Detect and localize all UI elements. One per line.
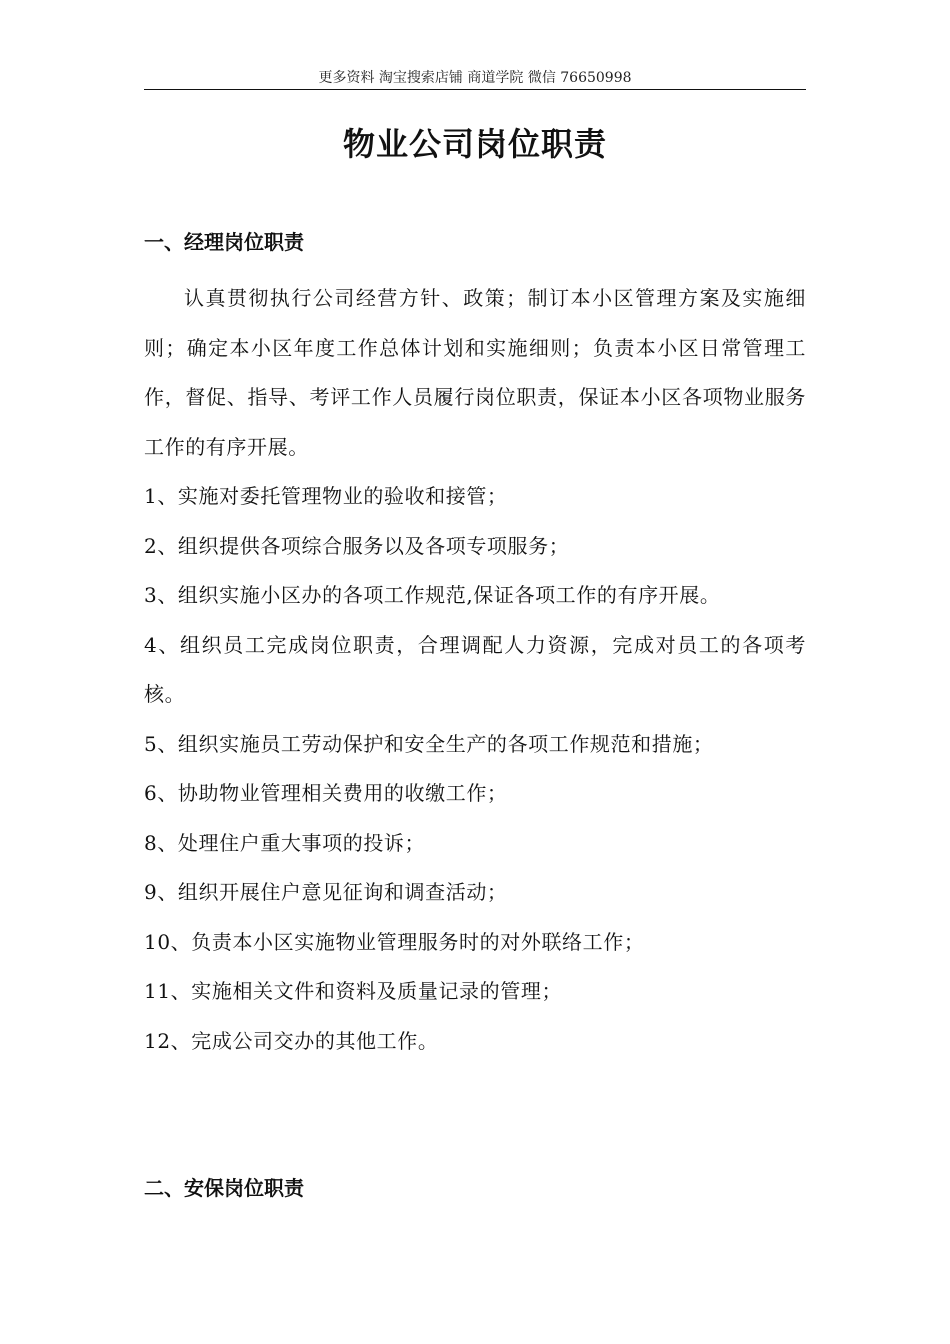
list-item: 6、协助物业管理相关费用的收缴工作； (144, 781, 508, 805)
list-item: 11、实施相关文件和资料及质量记录的管理； (144, 979, 563, 1003)
list-item: 8、处理住户重大事项的投诉； (144, 830, 426, 855)
header-divider (144, 89, 806, 90)
list-item: 4、组织员工完成岗位职责，合理调配人力资源，完成对员工的各项考核。 (144, 632, 806, 706)
list-item: 12、完成公司交办的其他工作。 (144, 1028, 439, 1053)
list-item: 9、组织开展住户意见征询和调查活动； (144, 880, 508, 904)
list-item: 2、组织提供各项综合服务以及各项专项服务； (144, 533, 570, 558)
section-heading-manager: 一、经理岗位职责 (144, 230, 304, 254)
section-heading-security: 二、安保岗位职责 (144, 1176, 304, 1200)
list-item: 3、组织实施小区办的各项工作规范,保证各项工作的有序开展。 (144, 583, 721, 607)
document-title: 物业公司岗位职责 (342, 125, 607, 163)
list-item: 5、组织实施员工劳动保护和安全生产的各项工作规范和措施； (144, 731, 714, 756)
list-item: 1、实施对委托管理物业的验收和接管； (144, 484, 508, 508)
list-item: 10、负责本小区实施物业管理服务时的对外联络工作； (144, 929, 645, 954)
page-header: 更多资料 淘宝搜索店铺 商道学院 微信 76650998 (318, 70, 632, 86)
manager-duty-list (144, 472, 806, 1066)
manager-intro-paragraph: 认真贯彻执行公司经营方针、政策；制订本小区管理方案及实施细则；确定本小区年度工作总体计划和实施细则；负责本小区日常管理工作，督促、指导、考评工作人员履行岗位职责，保证本小区各项物业服务工作的有序开展。 (144, 286, 806, 459)
